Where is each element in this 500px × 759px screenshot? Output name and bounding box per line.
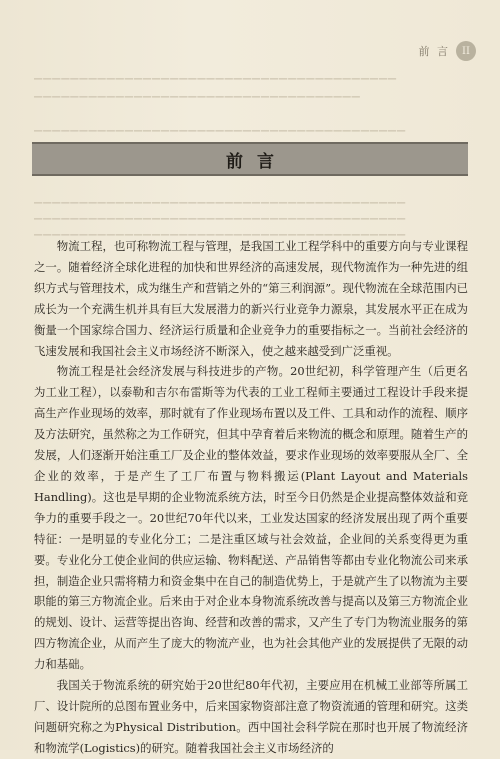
paragraph: 物流工程是社会经济发展与科技进步的产物。20世纪初，科学管理产生（后更名为工业工程），以泰勒和吉尔布雷斯等为代表的工业工程师主要通过工程设计手段来提高生产作业现场的效率，那时就有了作业现场布置以及工件、工具和动作的流程、顺序及方法研究，虽然称之为工作研究，但其中孕育着后来物流的概念和原理。随着生产的发展，人们逐渐开始注重工厂及企业的整体效益，要求作业现场的效率要服从全厂、全企业的效率，于是产生了工厂布置与物料搬运(Plant Layout and Materials Handling)。这也是早期的企业物流系统方法，时至今日仍然是企业提高整体效益和竞争力的重要手段之一。20世纪70年代以来，工业发达国家的经济发展出现了两个重要特征：一是明显的专业化分工；二是注重区域与社会效益，企业间的关系变得更为重要。专业化分工使企业间的供应运输、物料配送、产品销售等都由专业化物流公司来承担，制造企业只需将精力和资金集中在自己的制造优势上，于是就产生了以物流为主要职能的第三方物流企业。后来由于对企业本身物流系统改善与提高以及第三方物流企业的规划、设计、运营等提出咨询、经营和改善的需求，又产生了专门为物流业服务的第四方物流企业，从而产生了庞大的物流产业，也为社会其他产业的发展提供了无限的动力和基础。 [34,364,468,672]
bleed-through-line: ▁▁▁▁▁▁▁▁▁▁▁▁▁▁▁▁▁▁▁▁▁▁▁▁▁▁▁▁▁▁▁▁▁▁▁▁▁▁▁▁▁ [34,208,407,220]
bleed-through-line: ▁▁▁▁▁▁▁▁▁▁▁▁▁▁▁▁▁▁▁▁▁▁▁▁▁▁▁▁▁▁▁▁▁▁▁▁ [34,86,361,98]
page-number-badge: II [456,41,476,61]
bleed-through-line: ▁▁▁▁▁▁▁▁▁▁▁▁▁▁▁▁▁▁▁▁▁▁▁▁▁▁▁▁▁▁▁▁▁▁▁▁▁▁▁▁▁ [34,120,407,132]
chapter-title-bar [32,142,468,176]
paragraph: 我国关于物流系统的研究始于20世纪80年代初，主要应用在机械工业部等所属工厂、设计院所的总图布置业务中，后来国家物资部注意了物资流通的管理和研究。这类问题研究称之为Physical Distribution。西中国社会科学院在那时也开展了物流经济和物流学(Logistics)的研究。随着我国社会主义市场经济的 [34,678,468,755]
bleed-through-line: ▁▁▁▁▁▁▁▁▁▁▁▁▁▁▁▁▁▁▁▁▁▁▁▁▁▁▁▁▁▁▁▁▁▁▁▁▁▁▁▁▁ [34,192,407,204]
paragraph: 物流工程，也可称物流工程与管理，是我国工业工程学科中的重要方向与专业课程之一。随着经济全球化进程的加快和世界经济的高速发展，现代物流作为一种先进的组织方式与管理技术，成为继生产和营销之外的“第三利润源”。现代物流在全球范围内已成长为一个充满生机并具有巨大发展潜力的新兴行业竞争力源泉，其发展水平正在成为衡量一个国家综合国力、经济运行质量和企业竞争力的重要指标之一。当前社会经济的飞速发展和我国社会主义市场经济不断深入，使之越来越受到广泛重视。 [34,239,468,358]
page-title: 前言 [226,151,288,172]
bleed-through-line: ▁▁▁▁▁▁▁▁▁▁▁▁▁▁▁▁▁▁▁▁▁▁▁▁▁▁▁▁▁▁▁▁▁▁▁▁▁▁▁▁▁ [34,224,407,236]
running-head-text: 前 言 [418,45,450,58]
body-text [34,236,468,759]
running-head [30,40,476,62]
bleed-through-line: ▁▁▁▁▁▁▁▁▁▁▁▁▁▁▁▁▁▁▁▁▁▁▁▁▁▁▁▁▁▁▁▁▁▁▁▁▁▁▁▁ [34,68,397,80]
